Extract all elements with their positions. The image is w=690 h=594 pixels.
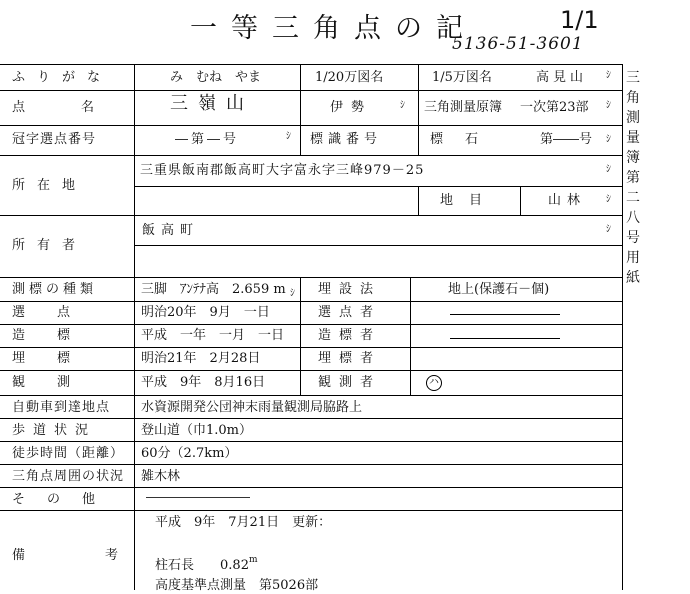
table-border-top [0, 64, 623, 65]
side-label: 三角測量簿第二八号用紙 [626, 70, 640, 286]
selection-date: 明治20年 9月 一日 [141, 305, 270, 320]
burial-label: 埋標 [12, 351, 103, 366]
other-label: その他 [12, 492, 118, 507]
car-access-value: 水資源開発公団神末雨量観測局脇路上 [141, 400, 363, 415]
prefix-number-label: 冠字選点番号 [12, 132, 97, 147]
furigana-label: ふりがな [12, 70, 113, 85]
constructor-blank [450, 338, 560, 339]
selection-label: 選点 [12, 305, 103, 320]
marker-label: 標石 [430, 132, 501, 147]
install-method-value: 地上(保護石－個) [448, 282, 550, 297]
table-border-right [622, 64, 623, 590]
car-access-label: 自動車到達地点 [12, 400, 111, 415]
walk-time-label: 徒歩時間（距離） [12, 446, 125, 461]
land-category-label: 地目 [440, 193, 499, 208]
document-title: 一等三角点の記 [190, 13, 477, 44]
map-200k-value: 伊勢 [330, 100, 373, 115]
other-value: ―――――――― [146, 490, 250, 505]
survey-type-value: 三脚 ｱﾝﾃﾅ高 2.659 m [141, 282, 286, 297]
remarks-label: 備 考 [12, 548, 137, 563]
selector-label: 選点者 [318, 305, 382, 320]
map-200k-label: 1/20万図名 [315, 70, 384, 85]
register-value: 一次第23部 [520, 100, 589, 115]
point-name-value: 三嶺山 [170, 93, 254, 114]
map-50k-label: 1/5万図名 [432, 70, 492, 85]
location-label: 所在地 [12, 178, 88, 193]
install-method-label: 埋設法 [318, 282, 382, 297]
constructor-label: 造標者 [318, 328, 382, 343]
remarks-line1: 平成 9年 7月21日 更新： [155, 515, 332, 530]
surroundings-value: 雑木林 [141, 469, 181, 484]
land-category-value: 山林 [548, 193, 587, 208]
survey-type-label: 測標の種類 [12, 282, 98, 297]
marker-value: 第――号 [540, 132, 593, 147]
construction-label: 造標 [12, 328, 103, 343]
point-name-label: 点 名 [12, 100, 105, 115]
observation-date: 平成 9年 8月16日 [141, 375, 266, 390]
observer-mark: ハ [426, 375, 442, 391]
location-value: 三重県飯南郡飯高町大字富永字三峰979－25 [140, 163, 425, 178]
selector-blank [450, 314, 560, 315]
label-column-divider [134, 64, 135, 590]
remarks-line3: 高度基準点測量 第5026部 [155, 578, 319, 593]
page-mark: 1/1 [560, 6, 599, 34]
walk-time-value: 60分（2.7km） [141, 446, 238, 461]
construction-date: 平成 一年 一月 一日 [141, 328, 285, 343]
burier-label: 埋標者 [318, 351, 382, 366]
observer-label: 観測者 [318, 375, 382, 390]
owner-label: 所有者 [12, 238, 88, 253]
surroundings-label: 三角点周囲の状況 [12, 469, 125, 484]
prefix-number-value: ―第―号 [175, 132, 240, 147]
furigana-value: み むね やま [170, 70, 262, 85]
remarks-line2: 柱石長 0.82$^m$ [155, 555, 258, 573]
map-50k-value: 高見山 [536, 70, 588, 85]
register-label: 三角測量原簿 [424, 100, 503, 115]
observation-label: 観測 [12, 375, 103, 390]
sign-number-label: 標識番号 [310, 132, 383, 147]
walk-status-value: 登山道（巾1.0m） [141, 423, 253, 438]
walk-status-label: 歩道状況 [12, 423, 97, 438]
owner-value: 飯高町 [142, 223, 200, 238]
handwritten-code: 5136-51-3601 [452, 34, 584, 54]
burial-date: 明治21年 2月28日 [141, 351, 261, 366]
